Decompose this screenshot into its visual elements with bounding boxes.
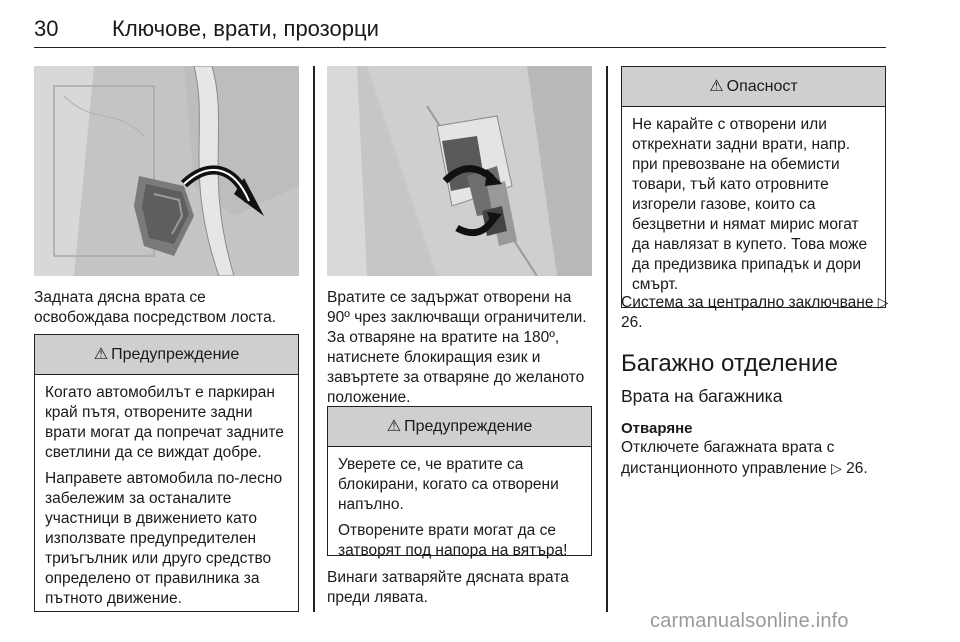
door-hold-caption: Вратите се задържат отворени на 90º чрез заключващи ограничители. За отваряне на вратите на 180º, натиснете блокиращия език и завъртете за отваряне до желаното положение. <box>327 289 587 406</box>
page-reference-icon: ▷ <box>831 460 842 476</box>
page-reference-icon: ▷ <box>877 294 889 310</box>
danger-box-exhaust <box>621 66 886 308</box>
warning-box-body <box>328 447 591 561</box>
warning-paragraph: Уверете се, че вратите са блокирани, когато са отворени напълно. <box>338 456 559 513</box>
warning-triangle-icon: ⚠ <box>386 418 402 435</box>
danger-box-header <box>622 67 885 107</box>
door-check-strap-illustration <box>327 66 592 276</box>
door-closing-order-note: Винаги затваряйте дясната врата преди лявата. <box>327 569 569 606</box>
column-divider-1 <box>313 66 315 612</box>
warning-box-doors-locked <box>327 406 592 559</box>
central-locking-text: Система за централно заключване <box>621 294 874 311</box>
warning-box-header <box>328 407 591 447</box>
warning-box-rear-lights <box>34 334 299 612</box>
door-release-caption: Задната дясна врата се освобождава посредством лоста. <box>34 289 277 326</box>
section-heading-trunk: Багажно отделение <box>621 350 838 377</box>
opening-heading: Отваряне <box>621 420 693 437</box>
opening-ref: 26. <box>846 460 868 477</box>
warning-title: Предупреждение <box>404 418 533 435</box>
warning-paragraph: Отворените врати могат да се затворят под напора на вятъра! <box>338 522 568 559</box>
page-number: 30 <box>34 16 59 41</box>
chapter-title: Ключове, врати, прозорци <box>112 16 379 41</box>
warning-triangle-icon: ⚠ <box>709 78 724 95</box>
warning-triangle-icon: ⚠ <box>93 346 109 363</box>
door-lever-illustration <box>34 66 299 276</box>
opening-instructions <box>621 438 886 479</box>
subsection-heading-tailgate: Врата на багажника <box>621 386 783 406</box>
danger-box-body <box>622 107 885 295</box>
column-divider-2 <box>606 66 608 612</box>
danger-paragraph: Не карайте с отворени или открехнати задни врати, напр. при превозване на обемисти товари, тъй като отровните изгорели газове, които са безцветни и нямат мирис могат да навлязат в купето. Това може да предизвика припадък и дори смърт. <box>632 116 868 293</box>
site-watermark: carmanualsonline.info <box>650 610 849 632</box>
warning-box-body <box>35 375 298 609</box>
warning-title: Предупреждение <box>111 346 240 363</box>
opening-text: Отключете багажната врата с дистанционното управление <box>621 439 835 477</box>
warning-paragraph: Направете автомобила по-лесно забележим за останалите участници в движението като използвате предупредителен триъгълник или друго средство определено от правилника за пътното движение. <box>45 470 283 607</box>
central-locking-ref: 26. <box>621 314 643 331</box>
central-locking-reference <box>621 292 891 333</box>
danger-title: Опасност <box>726 78 798 95</box>
page-header <box>34 14 886 48</box>
warning-paragraph: Когато автомобилът е паркиран край пътя, отворените задни врати могат да попречат задните светлини да се виждат добре. <box>45 384 284 461</box>
warning-box-header <box>35 335 298 375</box>
